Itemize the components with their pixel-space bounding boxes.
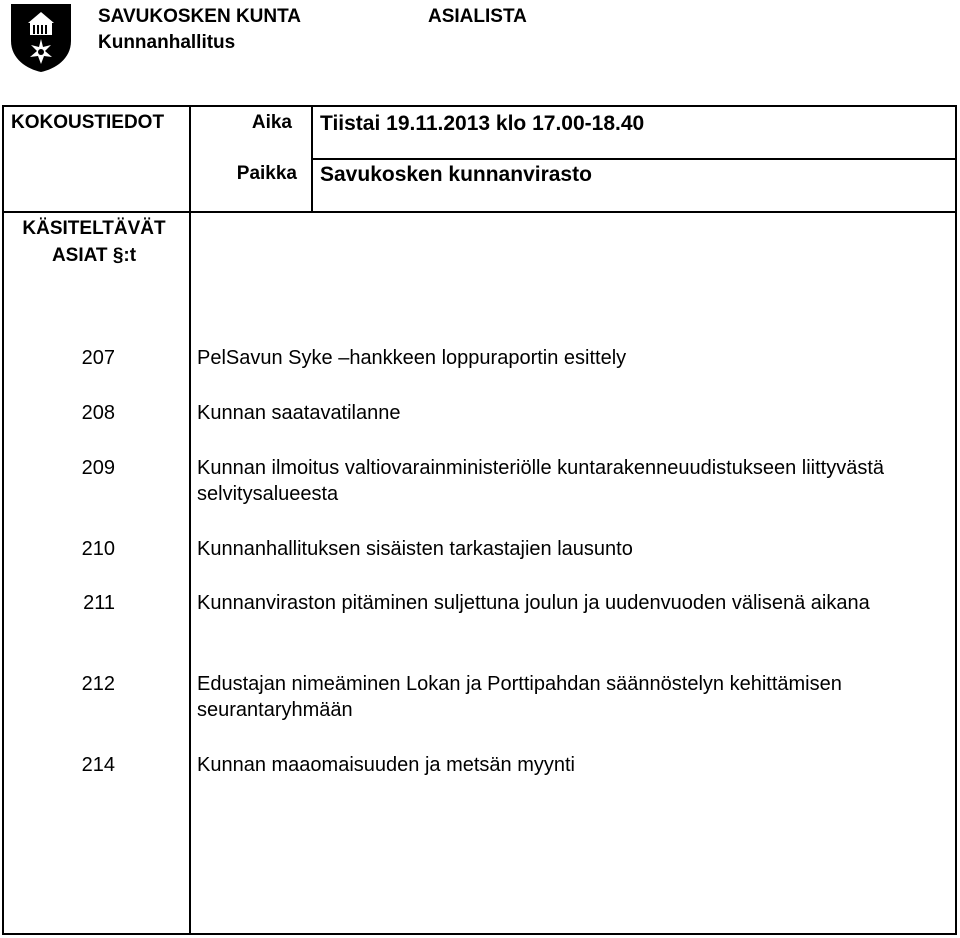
table-divider <box>311 158 957 160</box>
meeting-place-value: Savukosken kunnanvirasto <box>320 163 592 186</box>
agenda-item-number: 208 <box>81 402 115 424</box>
agenda-item-number: 210 <box>81 538 115 560</box>
agenda-item-number: 209 <box>81 457 115 479</box>
agenda-heading-line: KÄSITELTÄVÄT <box>22 218 166 239</box>
organization-name: SAVUKOSKEN KUNTA <box>98 6 302 27</box>
municipality-coat-of-arms <box>10 3 72 73</box>
agenda-heading-line: ASIAT §:t <box>51 245 137 266</box>
agenda-item-number: 212 <box>81 673 115 695</box>
table-divider <box>2 211 957 213</box>
agenda-item-title: Kunnan ilmoitus valtiovarainministeriölle kuntarakenneuudistukseen liittyvästä selvitysalueesta <box>197 457 885 505</box>
agenda-item-title: Edustajan nimeäminen Lokan ja Porttipahdan säännöstelyn kehittämisen seurantaryhmään <box>197 673 842 721</box>
governing-body-name: Kunnanhallitus <box>98 32 236 53</box>
agenda-item-number: 214 <box>81 754 115 776</box>
document-type: ASIALISTA <box>428 6 527 27</box>
agenda-item-title: Kunnanhallituksen sisäisten tarkastajien lausunto <box>197 538 633 560</box>
place-label: Paikka <box>236 163 297 184</box>
agenda-item-title: Kunnan maaomaisuuden ja metsän myynti <box>197 754 575 776</box>
time-label: Aika <box>251 112 292 133</box>
meeting-time-value: Tiistai 19.11.2013 klo 17.00-18.40 <box>320 112 645 135</box>
agenda-item-number: 207 <box>81 347 115 369</box>
agenda-item-title: Kunnanviraston pitäminen suljettuna joulun ja uudenvuoden välisenä aikana <box>197 592 870 614</box>
meeting-info-label: KOKOUSTIEDOT <box>11 112 165 133</box>
table-divider <box>189 105 191 935</box>
agenda-item-title: PelSavun Syke –hankkeen loppuraportin esittely <box>197 347 627 369</box>
agenda-item-title: Kunnan saatavatilanne <box>197 402 401 424</box>
agenda-item-number: 211 <box>83 592 115 614</box>
agenda-section-heading <box>14 215 174 269</box>
